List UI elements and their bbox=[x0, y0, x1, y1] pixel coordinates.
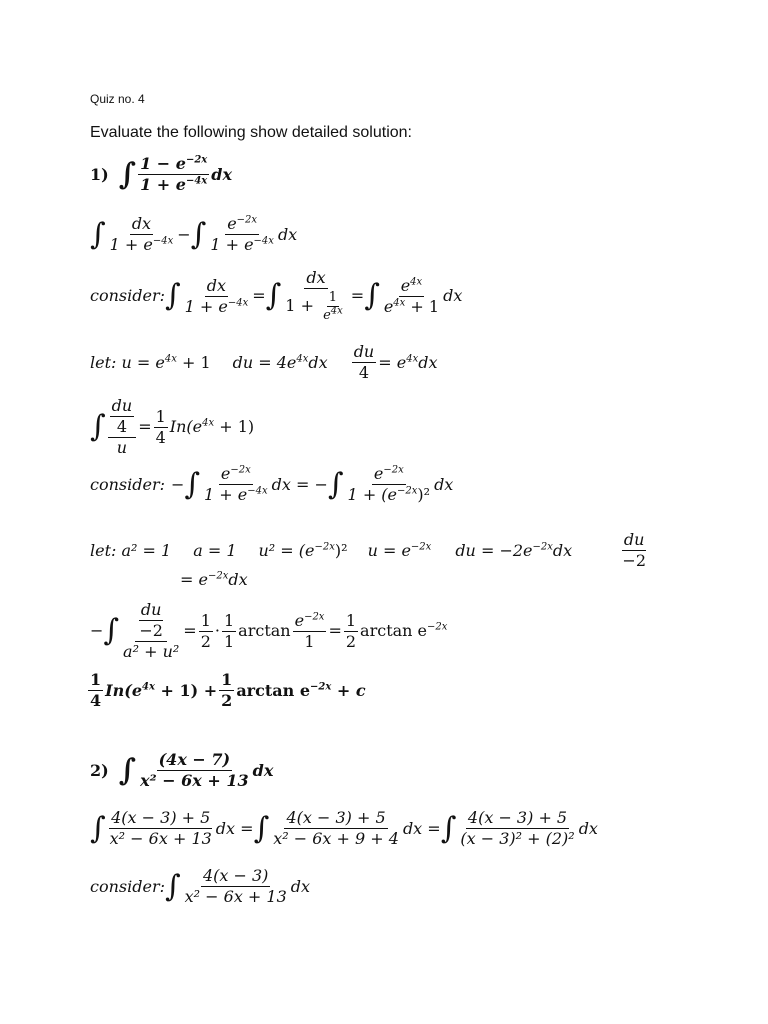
step-9: consider: ∫ $\frac{4(x - 3)}{\text{x² − 6x + 13}}$ dx bbox=[90, 866, 311, 906]
fraction: $\frac{4(x - 3) + 5}{\text{x² − 6x + 13}}$ bbox=[109, 808, 212, 848]
fraction: $\frac{e^{-2x}}{1}$ bbox=[294, 610, 325, 651]
fraction: $\frac{e^{-2x}}{1 + (e^{-2x})^2}$ bbox=[347, 464, 431, 504]
integral-sign: ∫ bbox=[265, 278, 282, 313]
fraction: $\frac{1}{4}$ bbox=[90, 670, 102, 710]
fraction: $\frac{du}{4}$ bbox=[353, 342, 375, 382]
integral-sign: ∫ bbox=[90, 810, 106, 846]
integral-sign: ∫ bbox=[103, 613, 120, 648]
fraction: $\frac{4(x - 3) + 5}{\text{(x − 3)² + (2)²}}$ bbox=[460, 808, 575, 848]
fraction: $\frac{e^{4x}}{e^{4x} + 1}$ bbox=[383, 275, 440, 316]
integral-sign: ∫ bbox=[164, 278, 181, 313]
integral-sign: ∫ bbox=[440, 810, 457, 846]
consider-label: consider: bbox=[90, 474, 165, 494]
problem-number: 2) bbox=[90, 760, 109, 780]
fraction: $\frac{1}{2}$ bbox=[200, 610, 211, 651]
step-2: consider: ∫ $\frac{dx}{1 + e^{-4x}}$ = ∫ dx 1 + $\frac{1}{e^{4x}}$ = ∫ $\frac{e^{4x}}{e^{4x} + 1}$ dx bbox=[90, 268, 463, 323]
integral-sign: ∫ bbox=[90, 409, 106, 444]
integral-sign: ∫ bbox=[253, 810, 270, 846]
integral-sign: ∫ bbox=[164, 868, 181, 904]
consider-label: consider: bbox=[90, 286, 165, 305]
consider-label: consider: bbox=[90, 876, 165, 896]
fraction: $\frac{dx}{1 + e^{-4x}}$ bbox=[184, 275, 249, 316]
integral-sign: ∫ bbox=[118, 752, 137, 788]
fraction: $\frac{(4x - 7)}{\text{x² − 6x + 13}}$ bbox=[140, 750, 249, 790]
fraction: $\frac{4(x - 3)}{\text{x² − 6x + 13}}$ bbox=[184, 866, 287, 906]
fraction: $\frac{\frac{du}{-2}}{\text{a² + u²}}$ bbox=[123, 600, 180, 661]
fraction: $\frac{e^{-2x}}{1 + e^{-4x}}$ bbox=[204, 464, 268, 504]
integral-sign: ∫ bbox=[364, 278, 380, 313]
step-6-continuation: = $e^{-2x}dx$ bbox=[180, 570, 248, 589]
problem-number: 1) bbox=[90, 164, 109, 184]
fraction: $\frac{1}{2}$ bbox=[221, 670, 233, 710]
integral-sign: ∫ bbox=[327, 466, 344, 502]
step-8: ∫ $\frac{4(x - 3) + 5}{\text{x² − 6x + 13}}$ dx = ∫ $\frac{4(x - 3) + 5}{\text{x² − 6x + 9 + 4}}$ dx = ∫ $\frac{4(x - 3) + 5}{\text{(x − 3)² + (2)²}}$ dx bbox=[90, 808, 598, 848]
fraction: $\frac{1 - e^{-2x}}{1 + e^{-4x}}$ bbox=[140, 154, 208, 194]
integral-sign: ∫ bbox=[190, 216, 207, 252]
step-7: − ∫ $\frac{\frac{du}{-2}}{\text{a² + u²}}$ = $\frac{1}{2}$ · $\frac{1}{1}$ arctan $\frac{e^{-2x}}{1}$ = $\frac{1}{2}$ $\arctan e^{-2x}$ bbox=[90, 600, 448, 661]
problem-1: 1) ∫ $\frac{1 - e^{-2x}}{1 + e^{-4x}}$ dx bbox=[90, 154, 232, 194]
fraction: dx 1 + $\frac{1}{e^{4x}}$ bbox=[285, 268, 343, 323]
fraction: $\frac{4(x - 3) + 5}{\text{x² − 6x + 9 + 4}}$ bbox=[273, 808, 399, 848]
integral-sign: ∫ bbox=[90, 216, 106, 252]
fraction: $\frac{1}{2}$ bbox=[345, 610, 357, 651]
fraction: $\frac{1}{1}$ bbox=[223, 610, 235, 651]
quiz-title: Quiz no. 4 bbox=[90, 92, 145, 106]
step-1: ∫ $\frac{dx}{1 + e^{-4x}}$ − ∫ $\frac{e^{-2x}}{1 + e^{-4x}}$ dx bbox=[90, 214, 298, 254]
step-6: let: a² = 1 a = 1 $u^2 = (e^{-2x})^2$ $u = e^{-2x}$ du = $-2e^{-2x}dx$ $\frac{du}{-2}$ bbox=[90, 530, 646, 570]
integral-sign: ∫ bbox=[118, 156, 137, 192]
fraction: $\frac{dx}{1 + e^{-4x}}$ bbox=[109, 214, 174, 254]
fraction: $\frac{du}{-2}$ bbox=[622, 530, 646, 570]
fraction: $\frac{\frac{du}{4}}{u}$ bbox=[108, 398, 137, 456]
step-3: let: $u = e^{4x} + 1$ du = $4e^{4x}dx$ $\frac{du}{4}$ = $e^{4x}dx$ bbox=[90, 342, 438, 382]
step-5: consider: − ∫ $\frac{e^{-2x}}{1 + e^{-4x}}$ dx = − ∫ $\frac{e^{-2x}}{1 + (e^{-2x})^2}$ dx bbox=[90, 464, 454, 504]
problem-2: 2) ∫ $\frac{(4x - 7)}{\text{x² − 6x + 13}}$ dx bbox=[90, 750, 274, 790]
step-4: ∫ $\frac{\frac{du}{4}}{u}$ = $\frac{1}{4}$ $In(e^{4x} + 1)$ bbox=[90, 396, 255, 457]
fraction: $\frac{e^{-2x}}{1 + e^{-4x}}$ bbox=[210, 214, 274, 254]
fraction: $\frac{1}{4}$ bbox=[155, 406, 166, 447]
integral-sign: ∫ bbox=[184, 466, 201, 502]
answer-1: $\frac{1}{4}$ $In(e^{4x} + 1)$ + $\frac{1}{2}$ $\arctan e^{-2x} + c$ bbox=[90, 670, 366, 710]
instruction-text: Evaluate the following show detailed solution: bbox=[90, 124, 412, 141]
